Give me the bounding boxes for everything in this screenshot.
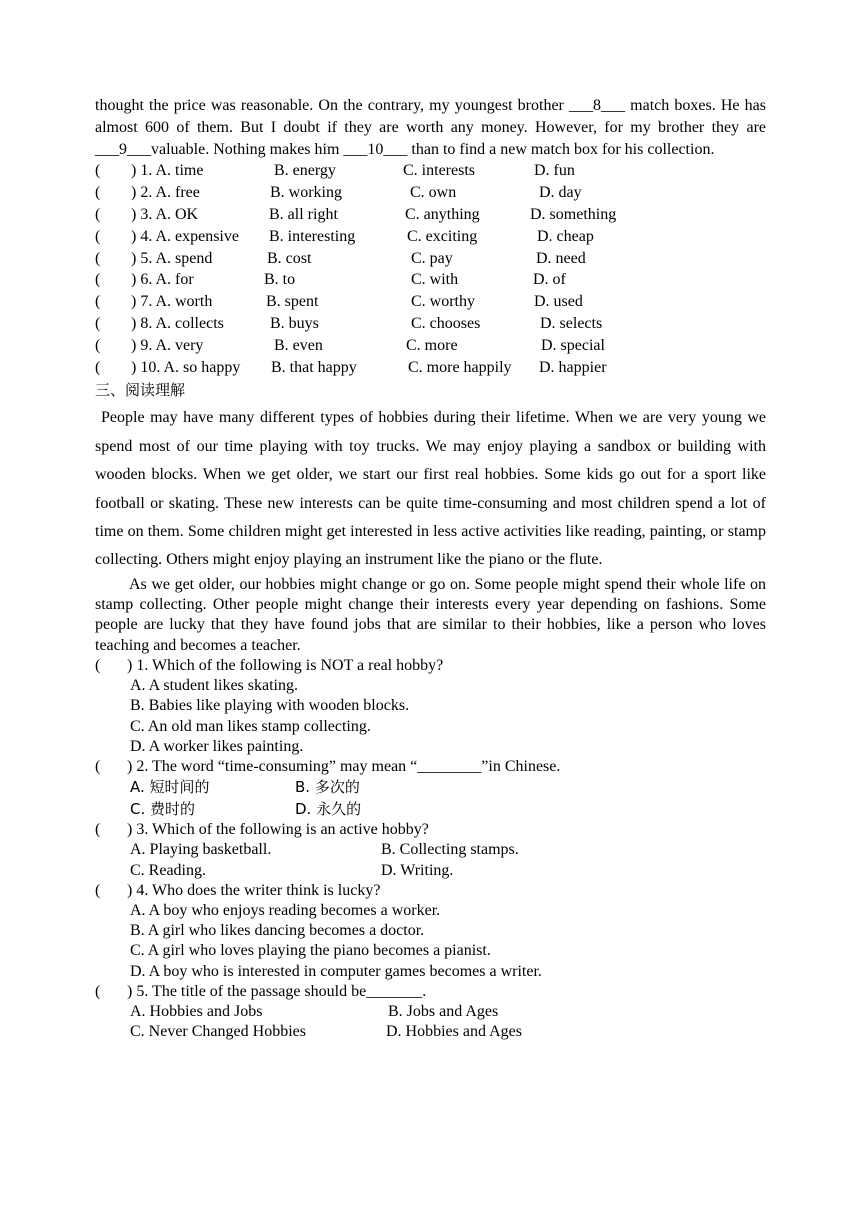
option-text: C. A girl who loves playing the piano becomes a pianist.	[130, 942, 491, 960]
option-c: C. exciting	[407, 227, 478, 245]
option-a: ) 2. A. free	[131, 184, 200, 202]
options-row-cd	[95, 861, 766, 881]
options-row-ab	[95, 1002, 766, 1022]
option-b: B. energy	[274, 162, 336, 180]
option-text: D. A worker likes painting.	[130, 737, 304, 755]
cloze-question-2	[95, 182, 766, 204]
option-a: A. Playing basketball.	[130, 841, 272, 859]
option-text: B. A girl who likes dancing becomes a doctor.	[130, 922, 425, 940]
option-b: B. Jobs and Ages	[388, 1002, 499, 1020]
option-b: B. spent	[266, 293, 319, 311]
option-c: C. anything	[405, 205, 480, 223]
answer-paren: (	[95, 821, 101, 839]
answer-paren: (	[95, 314, 101, 332]
answer-paren: (	[95, 358, 101, 376]
option-a: A. Hobbies and Jobs	[130, 1002, 263, 1020]
option-d: D. selects	[540, 314, 603, 332]
option-a: ) 9. A. very	[131, 336, 204, 354]
question-stem: ) 4. Who does the writer think is lucky?	[127, 881, 381, 899]
cloze-question-6	[95, 269, 766, 291]
option-a: ) 8. A. collects	[131, 314, 224, 332]
option-d: D. happier	[539, 358, 607, 376]
option-d: D. Hobbies and Ages	[386, 1023, 522, 1041]
option-b: B. cost	[267, 249, 312, 267]
cloze-question-3	[95, 204, 766, 226]
option-d: D. of	[533, 271, 566, 289]
options-row-ab	[95, 777, 766, 799]
option-b: B. interesting	[269, 227, 356, 245]
option-d: D. used	[534, 293, 583, 311]
options-row-cd	[95, 799, 766, 821]
answer-paren: (	[95, 293, 101, 311]
option-d: D. something	[530, 205, 617, 223]
option-text: D. A boy who is interested in computer games becomes a writer.	[130, 962, 542, 980]
option-c: C. with	[411, 271, 459, 289]
question-stem: ) 2. The word “time-consuming” may mean “________”in Chinese.	[127, 757, 561, 775]
reading-questions	[95, 656, 766, 1042]
answer-paren: (	[95, 162, 101, 180]
answer-paren: (	[95, 881, 101, 899]
option-a: A. 短时间的	[130, 778, 210, 797]
option-b: B. that happy	[271, 358, 357, 376]
option-a: ) 7. A. worth	[131, 293, 213, 311]
option-b: B. all right	[269, 205, 338, 223]
option-d: D. fun	[534, 162, 575, 180]
option-c	[95, 717, 766, 737]
question-stem: ) 1. Which of the following is NOT a real hobby?	[127, 656, 444, 674]
option-d: D. Writing.	[381, 861, 454, 879]
option-c: C. own	[410, 184, 457, 202]
question-stem: ) 5. The title of the passage should be_______.	[127, 982, 427, 1000]
cloze-question-1	[95, 160, 766, 182]
answer-paren: (	[95, 336, 101, 354]
cloze-question-4	[95, 226, 766, 248]
option-d: D. special	[541, 336, 605, 354]
option-b: B. working	[270, 184, 342, 202]
option-b	[95, 921, 766, 941]
options-row-ab	[95, 840, 766, 860]
option-a: ) 10. A. so happy	[131, 358, 241, 376]
answer-paren: (	[95, 205, 101, 223]
option-b: B. to	[264, 271, 296, 289]
answer-paren: (	[95, 656, 101, 674]
cloze-question-5	[95, 248, 766, 270]
option-a: ) 4. A. expensive	[131, 227, 239, 245]
option-text: A. A student likes skating.	[130, 677, 298, 695]
option-d: D. 永久的	[295, 799, 362, 818]
option-c: C. pay	[411, 249, 453, 267]
option-d	[95, 962, 766, 982]
option-c: C. worthy	[411, 293, 475, 311]
reading-question-5	[95, 982, 766, 1002]
section-title: 三、阅读理解	[95, 381, 186, 400]
cloze-question-7	[95, 291, 766, 313]
cloze-passage-tail: thought the price was reasonable. On the contrary, my youngest brother ___8___ match boxes. He has almost 600 of them. But I doubt if they are worth any money. However, for my brother they are ___9___valuable. Nothing makes him ___10___ than to find a new match box for his collection.	[95, 97, 766, 158]
option-d: D. need	[536, 249, 586, 267]
option-b: B. buys	[270, 314, 319, 332]
cloze-question-10	[95, 357, 766, 379]
option-d	[95, 737, 766, 757]
reading-question-4	[95, 881, 766, 901]
option-b: B. 多次的	[295, 778, 360, 797]
reading-paragraph-2: As we get older, our hobbies might change or go on. Some people might spend their whole life on stamp collecting. Other people might change their interests every year depending on fashions. Some people are lucky that they have found jobs that are similar to their hobbies, like a person who loves teaching and becomes a teacher.	[95, 575, 766, 654]
option-c: C. chooses	[411, 314, 481, 332]
answer-paren: (	[95, 271, 101, 289]
options-row-cd	[95, 1022, 766, 1042]
answer-paren: (	[95, 184, 101, 202]
reading-question-1	[95, 656, 766, 676]
option-a: ) 3. A. OK	[131, 205, 199, 223]
option-c: C. more	[406, 336, 458, 354]
option-a: ) 1. A. time	[131, 162, 204, 180]
answer-paren: (	[95, 227, 101, 245]
reading-paragraph-1: People may have many different types of hobbies during their lifetime. When we are very young we spend most of our time playing with toy trucks. We may enjoy playing a sandbox or building with wooden blocks. When we get older, we start our first real hobbies. Some kids go out for a sport like football or skating. These new interests can be quite time-consuming and most children spend a lot of time on them. Some children might get interested in less active activities like reading, painting, or stamp collecting. Others might enjoy playing an instrument like the piano or the flute.	[95, 409, 766, 569]
cloze-question-9	[95, 335, 766, 357]
option-c: C. Reading.	[130, 861, 206, 879]
option-b	[95, 696, 766, 716]
option-text: B. Babies like playing with wooden blocks.	[130, 697, 410, 715]
answer-paren: (	[95, 249, 101, 267]
question-stem: ) 3. Which of the following is an active hobby?	[127, 821, 429, 839]
answer-paren: (	[95, 982, 101, 1000]
reading-question-2	[95, 757, 766, 777]
option-c: C. 费时的	[130, 799, 196, 818]
cloze-question-8	[95, 313, 766, 335]
option-text: C. An old man likes stamp collecting.	[130, 717, 371, 735]
option-d: D. day	[539, 184, 582, 202]
option-a: ) 5. A. spend	[131, 249, 213, 267]
option-a: ) 6. A. for	[131, 271, 194, 289]
option-a	[95, 901, 766, 921]
option-text: A. A boy who enjoys reading becomes a worker.	[130, 902, 441, 920]
option-b: B. Collecting stamps.	[381, 841, 519, 859]
reading-question-3	[95, 820, 766, 840]
option-d: D. cheap	[537, 227, 594, 245]
option-c: C. Never Changed Hobbies	[130, 1023, 306, 1041]
answer-paren: (	[95, 757, 101, 775]
option-b: B. even	[274, 336, 323, 354]
option-c: C. more happily	[408, 358, 512, 376]
document-page	[95, 95, 766, 1042]
cloze-question-list	[95, 160, 766, 378]
option-c: C. interests	[403, 162, 475, 180]
option-a	[95, 676, 766, 696]
option-c	[95, 941, 766, 961]
